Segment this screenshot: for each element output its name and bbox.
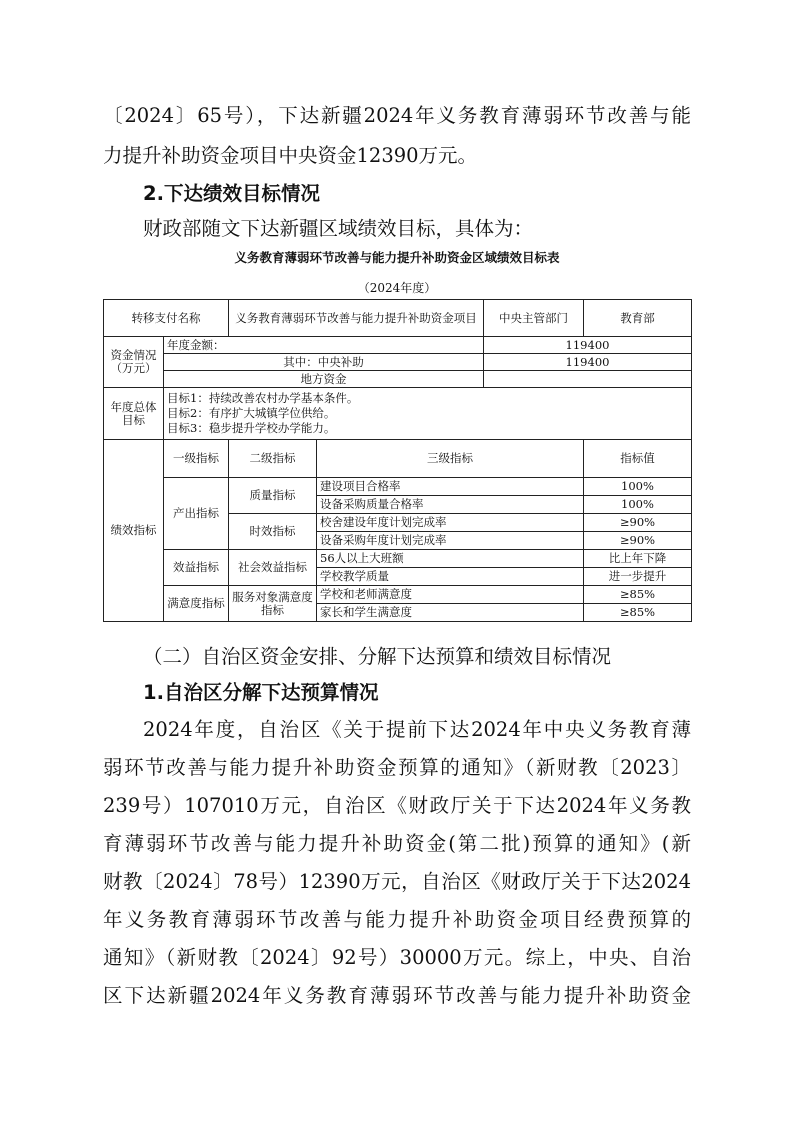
body-line: 239号）107010万元，自治区《财政厅关于下达2024年义务教: [103, 794, 691, 817]
body-line: 2024年度，自治区《关于提前下达2024年中央义务教育薄: [143, 718, 691, 741]
goal-item: 目标1：持续改善农村办学基本条件。: [167, 391, 359, 405]
level1-benefit: 效益指标: [164, 550, 229, 586]
level3-name: 56人以上大班额: [317, 550, 584, 568]
indicator-value: 100%: [584, 478, 692, 496]
level3-name: 建设项目合格率: [317, 478, 584, 496]
level3-name: 设备采购年度计划完成率: [317, 532, 584, 550]
overall-goals: [164, 388, 692, 440]
section-title: （二）自治区资金安排、分解下达预算和绩效目标情况: [143, 645, 612, 668]
indicator-value: ≥85%: [584, 604, 692, 622]
body-line: 区下达新疆2024年义务教育薄弱环节改善与能力提升补助资金: [103, 984, 691, 1007]
goal-item: 目标3：稳步提升学校办学能力。: [167, 421, 336, 435]
goal-item: 目标2：有序扩大城镇学位供给。: [167, 406, 336, 420]
indicator-value: 比上年下降: [584, 550, 692, 568]
level2-social-benefit: 社会效益指标: [229, 550, 317, 586]
central-subsidy-label: 其中：中央补助: [164, 354, 484, 371]
transfer-name-label: 转移支付名称: [104, 300, 229, 337]
section-heading: 2.下达绩效目标情况: [143, 182, 320, 205]
level3-name: 家长和学生满意度: [317, 604, 584, 622]
level2-timeliness: 时效指标: [229, 514, 317, 550]
col-level2: 二级指标: [229, 440, 317, 478]
central-subsidy-value: 119400: [484, 354, 692, 371]
section-heading: 1.自治区分解下达预算情况: [143, 681, 379, 704]
dept-label: 中央主管部门: [484, 300, 584, 337]
performance-target-table: [103, 299, 692, 622]
table-year: （2024年度）: [357, 281, 437, 295]
overall-goals-label: 年度总体目标: [104, 388, 164, 440]
indicator-value: 进一步提升: [584, 568, 692, 586]
annual-amount-label: 年度金额：: [164, 337, 484, 354]
level2-service-satisfaction: 服务对象满意度指标: [229, 586, 317, 622]
indicator-value: ≥85%: [584, 586, 692, 604]
body-line: 〔2024〕65号），下达新疆2024年义务教育薄弱环节改善与能: [103, 104, 691, 127]
indicator-value: 100%: [584, 496, 692, 514]
level1-satisfaction: 满意度指标: [164, 586, 229, 622]
body-line: 通知》（新财教〔2024〕92号）30000万元。综上，中央、自治: [103, 946, 691, 969]
body-line: 财教〔2024〕78号）12390万元，自治区《财政厅关于下达2024: [103, 870, 691, 893]
body-line: 育薄弱环节改善与能力提升补助资金(第二批)预算的通知》(新: [103, 832, 691, 855]
indicator-value: ≥90%: [584, 532, 692, 550]
funds-label: 资金情况（万元）: [104, 337, 164, 388]
table-title: 义务教育薄弱环节改善与能力提升补助资金区域绩效目标表: [234, 250, 560, 265]
col-level3: 三级指标: [317, 440, 584, 478]
level3-name: 校舍建设年度计划完成率: [317, 514, 584, 532]
level2-quality: 质量指标: [229, 478, 317, 514]
transfer-name-value: 义务教育薄弱环节改善与能力提升补助资金项目: [229, 300, 484, 337]
col-level1: 一级指标: [164, 440, 229, 478]
indicator-value: ≥90%: [584, 514, 692, 532]
dept-value: 教育部: [584, 300, 692, 337]
body-line: 年义务教育薄弱环节改善与能力提升补助资金项目经费预算的: [103, 908, 691, 931]
local-funds-label: 地方资金: [164, 371, 484, 388]
level3-name: 学校和老师满意度: [317, 586, 584, 604]
local-funds-value: [484, 371, 692, 388]
body-line: 力提升补助资金项目中央资金12390万元。: [103, 144, 478, 167]
level3-name: 设备采购质量合格率: [317, 496, 584, 514]
intro-text: 财政部随文下达新疆区域绩效目标，具体为：: [143, 217, 534, 240]
level1-output: 产出指标: [164, 478, 229, 550]
col-value: 指标值: [584, 440, 692, 478]
level3-name: 学校教学质量: [317, 568, 584, 586]
annual-amount-value: 119400: [484, 337, 692, 354]
indicators-label: 绩效指标: [104, 440, 164, 622]
body-line: 弱环节改善与能力提升补助资金预算的通知》（新财教〔2023〕: [103, 756, 691, 779]
